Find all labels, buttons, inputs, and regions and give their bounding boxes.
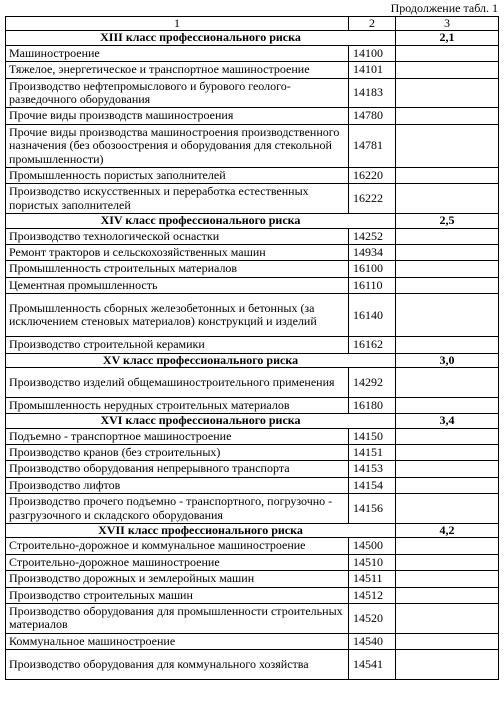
industry-code: 16100 [349, 261, 396, 277]
risk-class-coefficient: 2,1 [396, 31, 499, 45]
industry-name: Цементная промышленность [6, 277, 349, 293]
industry-code: 14183 [349, 78, 396, 108]
industry-row [6, 337, 499, 353]
risk-class-coefficient: 3,4 [396, 414, 499, 428]
coefficient-cell-empty [396, 184, 499, 214]
industry-row [6, 368, 499, 398]
risk-class-coefficient: 3,0 [396, 353, 499, 367]
industry-name: Производство изделий общемашиностроительного применения [6, 368, 349, 398]
coefficient-cell-empty [396, 294, 499, 337]
risk-class-row [6, 214, 499, 228]
coefficient-cell-empty [396, 78, 499, 108]
coefficient-cell-empty [396, 108, 499, 124]
industry-code: 14511 [349, 571, 396, 587]
risk-class-name: XIV класс профессионального риска [6, 214, 396, 228]
industry-code: 14101 [349, 62, 396, 78]
industry-row [6, 184, 499, 214]
industry-code: 14292 [349, 368, 396, 398]
industry-code: 14150 [349, 428, 396, 444]
industry-row [6, 633, 499, 649]
industry-row [6, 538, 499, 554]
risk-class-table [5, 16, 499, 680]
risk-class-name: XVI класс профессионального риска [6, 414, 396, 428]
industry-name: Промышленность нерудных строительных материалов [6, 397, 349, 413]
industry-name: Производство дорожных и землеройных машин [6, 571, 349, 587]
industry-code: 14252 [349, 228, 396, 244]
industry-row [6, 261, 499, 277]
coefficient-cell-empty [396, 538, 499, 554]
coefficient-cell-empty [396, 604, 499, 634]
coefficient-cell-empty [396, 244, 499, 260]
column-number-1: 1 [6, 17, 349, 31]
column-number-row [6, 17, 499, 31]
industry-row [6, 604, 499, 634]
industry-row [6, 587, 499, 603]
industry-row [6, 108, 499, 124]
industry-row [6, 124, 499, 167]
industry-name: Производство оборудования для коммунального хозяйства [6, 650, 349, 680]
industry-row [6, 494, 499, 524]
industry-row [6, 554, 499, 570]
industry-code: 14520 [349, 604, 396, 634]
industry-code: 14780 [349, 108, 396, 124]
industry-code: 14540 [349, 633, 396, 649]
industry-row [6, 277, 499, 293]
industry-row [6, 477, 499, 493]
coefficient-cell-empty [396, 445, 499, 461]
coefficient-cell-empty [396, 587, 499, 603]
column-number-3: 3 [396, 17, 499, 31]
industry-code: 16140 [349, 294, 396, 337]
industry-name: Строительно-дорожное и коммунальное машиностроение [6, 538, 349, 554]
risk-class-coefficient: 4,2 [396, 524, 499, 538]
table-body [6, 17, 499, 680]
industry-code: 14934 [349, 244, 396, 260]
industry-row [6, 461, 499, 477]
industry-code: 14100 [349, 45, 396, 61]
industry-row [6, 78, 499, 108]
industry-row [6, 45, 499, 61]
industry-row [6, 445, 499, 461]
coefficient-cell-empty [396, 633, 499, 649]
industry-name: Машиностроение [6, 45, 349, 61]
column-number-2: 2 [349, 17, 396, 31]
coefficient-cell-empty [396, 554, 499, 570]
industry-code: 14512 [349, 587, 396, 603]
coefficient-cell-empty [396, 62, 499, 78]
industry-name: Прочие виды производств машиностроения [6, 108, 349, 124]
industry-code: 16220 [349, 167, 396, 183]
industry-name: Производство оборудования непрерывного транспорта [6, 461, 349, 477]
industry-code: 14156 [349, 494, 396, 524]
industry-name: Производство лифтов [6, 477, 349, 493]
industry-row [6, 428, 499, 444]
industry-name: Производство оборудования для промышленности строительных материалов [6, 604, 349, 634]
coefficient-cell-empty [396, 277, 499, 293]
industry-code: 14151 [349, 445, 396, 461]
industry-code: 14500 [349, 538, 396, 554]
industry-name: Подъемно - транспортное машиностроение [6, 428, 349, 444]
industry-name: Тяжелое, энергетическое и транспортное машиностроение [6, 62, 349, 78]
industry-row [6, 244, 499, 260]
industry-name: Производство кранов (без строительных) [6, 445, 349, 461]
industry-name: Производство прочего подъемно - транспортного, погрузочно - разгрузочного и складского оборудования [6, 494, 349, 524]
industry-code: 16110 [349, 277, 396, 293]
industry-row [6, 650, 499, 680]
industry-name: Ремонт тракторов и сельскохозяйственных машин [6, 244, 349, 260]
industry-code: 14541 [349, 650, 396, 680]
risk-class-row [6, 353, 499, 367]
industry-code: 16162 [349, 337, 396, 353]
industry-row [6, 571, 499, 587]
coefficient-cell-empty [396, 571, 499, 587]
industry-name: Промышленность пористых заполнителей [6, 167, 349, 183]
industry-row [6, 294, 499, 337]
industry-row [6, 167, 499, 183]
coefficient-cell-empty [396, 261, 499, 277]
industry-name: Производство технологической оснастки [6, 228, 349, 244]
coefficient-cell-empty [396, 368, 499, 398]
industry-name: Производство искусственных и переработка естественных пористых заполнителей [6, 184, 349, 214]
coefficient-cell-empty [396, 461, 499, 477]
coefficient-cell-empty [396, 124, 499, 167]
industry-name: Производство строительных машин [6, 587, 349, 603]
coefficient-cell-empty [396, 397, 499, 413]
coefficient-cell-empty [396, 477, 499, 493]
industry-row [6, 228, 499, 244]
industry-name: Промышленность строительных материалов [6, 261, 349, 277]
industry-code: 14154 [349, 477, 396, 493]
industry-code: 16222 [349, 184, 396, 214]
industry-name: Производство нефтепромыслового и бурового геолого-разведочного оборудования [6, 78, 349, 108]
risk-class-name: XIII класс профессионального риска [6, 31, 396, 45]
industry-code: 14781 [349, 124, 396, 167]
risk-class-row [6, 524, 499, 538]
industry-code: 14510 [349, 554, 396, 570]
risk-class-row [6, 414, 499, 428]
industry-name: Прочие виды производства машиностроения производственного назначения (без обозоострения и оборудования для стекольной промышленности) [6, 124, 349, 167]
coefficient-cell-empty [396, 228, 499, 244]
coefficient-cell-empty [396, 494, 499, 524]
coefficient-cell-empty [396, 650, 499, 680]
industry-row [6, 397, 499, 413]
industry-name: Коммунальное машиностроение [6, 633, 349, 649]
risk-class-name: XV класс профессионального риска [6, 353, 396, 367]
coefficient-cell-empty [396, 428, 499, 444]
coefficient-cell-empty [396, 337, 499, 353]
continuation-label: Продолжение табл. 1 [390, 1, 498, 15]
industry-row [6, 62, 499, 78]
industry-name: Промышленность сборных железобетонных и бетонных (за исключением стеновых материалов) конструкций и изделий [6, 294, 349, 337]
coefficient-cell-empty [396, 167, 499, 183]
industry-code: 16180 [349, 397, 396, 413]
coefficient-cell-empty [396, 45, 499, 61]
risk-class-coefficient: 2,5 [396, 214, 499, 228]
risk-class-row [6, 31, 499, 45]
industry-name: Производство строительной керамики [6, 337, 349, 353]
industry-name: Строительно-дорожное машиностроение [6, 554, 349, 570]
industry-code: 14153 [349, 461, 396, 477]
risk-class-name: XVII класс профессионального риска [6, 524, 396, 538]
